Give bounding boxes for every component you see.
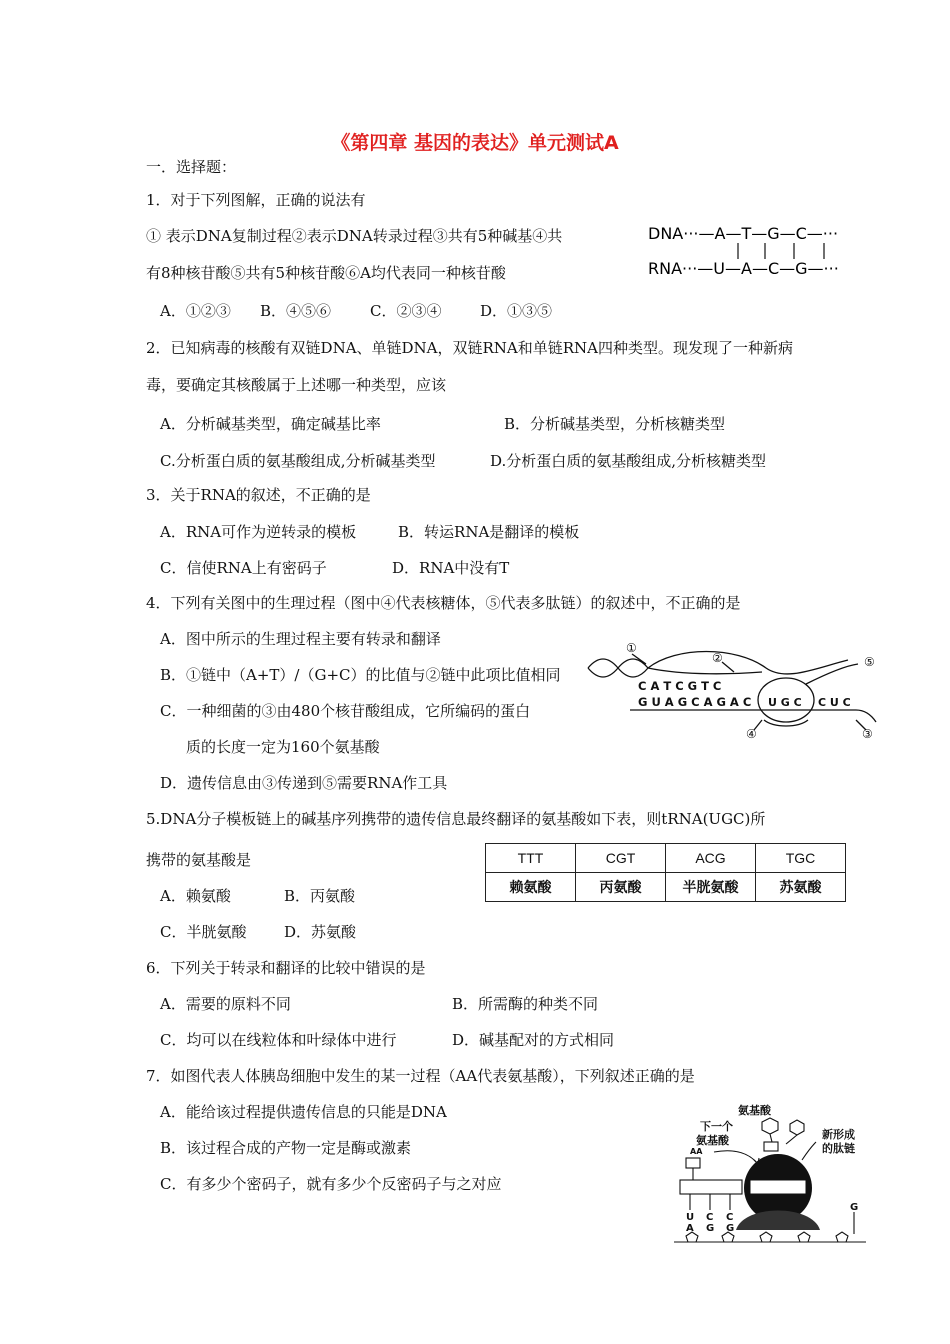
q4-option-c-line2: 质的长度一定为160个氨基酸	[186, 738, 380, 756]
q7-peptide-pointer	[802, 1142, 816, 1160]
q5-codon-cell: ACG	[666, 844, 756, 873]
q4-option-c-line1: C．一种细菌的③由480个核苷酸组成，它所编码的蛋白	[160, 702, 531, 720]
q7-label-peptide-2: 的肽链	[822, 1142, 855, 1155]
q4-label-5: ⑤	[864, 655, 875, 669]
q5-option-b: B．丙氨酸	[284, 887, 356, 905]
q1-dna-strand: DNA···—A—T—G—C—···	[648, 224, 839, 243]
q6-stem: 6．下列关于转录和翻译的比较中错误的是	[146, 959, 426, 977]
q7-label-next-2: 氨基酸	[696, 1134, 729, 1147]
q6-option-c: C．均可以在线粒体和叶绿体中进行	[160, 1031, 397, 1049]
q7-ribosome-window	[750, 1180, 806, 1194]
q4-transcription-translation-diagram	[586, 638, 886, 742]
q1-base-pair-bonds	[738, 243, 824, 259]
q3-stem: 3．关于RNA的叙述，不正确的是	[146, 486, 371, 504]
q5-option-c: C．半胱氨酸	[160, 923, 247, 941]
q7-amino-acid-shape	[790, 1120, 804, 1135]
q4-stem: 4．下列有关图中的生理过程（图中④代表核糖体，⑤代表多肽链）的叙述中，不正确的是	[146, 594, 741, 612]
q7-option-c: C．有多少个密码子，就有多少个反密码子与之对应	[160, 1175, 502, 1193]
q4-strand-1	[648, 652, 848, 674]
q4-polypeptide	[806, 664, 858, 684]
q7-base: C	[726, 1212, 734, 1223]
q4-mrna-strand	[630, 710, 876, 722]
q4-label-4: ④	[746, 727, 757, 741]
q2-option-b: B．分析碱基类型，分析核糖类型	[504, 415, 726, 433]
q1-text-line2: 有8种核苷酸⑤共有5种核苷酸⑥A均代表同一种核苷酸	[146, 264, 506, 282]
q4-codon-1: U G C	[768, 696, 802, 709]
q1-dna-rna-diagram	[648, 222, 878, 278]
q2-option-a: A．分析碱基类型，确定碱基比率	[160, 415, 381, 433]
q1-option-a: A．①②③	[160, 302, 231, 320]
q4-helix-strand-2	[588, 659, 648, 677]
q7-base: G	[850, 1202, 859, 1213]
q1-option-b: B．④⑤⑥	[260, 302, 332, 320]
q3-option-c: C．信使RNA上有密码子	[160, 559, 327, 577]
q6-option-d: D．碱基配对的方式相同	[452, 1031, 615, 1049]
q1-rna-strand: RNA···—U—A—C—G—···	[648, 259, 839, 278]
q4-strand-2	[648, 668, 762, 674]
q2-text-line1: 2．已知病毒的核酸有双链DNA、单链DNA，双链RNA和单链RNA四种类型。现发现了一种新病	[146, 339, 794, 357]
q7-base: C	[706, 1212, 714, 1223]
q4-mrna-sequence: G U A G C A G A C	[638, 695, 752, 709]
q4-label-1: ①	[626, 641, 637, 655]
q2-option-d: D.分析蛋白质的氨基酸组成,分析核糖类型	[490, 452, 767, 470]
q1-stem: 1．对于下列图解，正确的说法有	[146, 191, 366, 209]
q1-option-d: D．①③⑤	[480, 302, 553, 320]
q7-option-b: B．该过程合成的产物一定是酶或激素	[160, 1139, 412, 1157]
q5-text-line1: 5.DNA分子模板链上的碱基序列携带的遗传信息最终翻译的氨基酸如下表，则tRNA(UGC)所	[146, 810, 766, 828]
q5-codon-row	[486, 844, 846, 873]
q2-option-c: C.分析蛋白质的氨基酸组成,分析碱基类型	[160, 452, 436, 470]
q5-amino-acid-row	[486, 873, 846, 902]
q7-peptide-tag	[764, 1142, 778, 1151]
q7-option-a: A．能给该过程提供遗传信息的只能是DNA	[160, 1103, 447, 1121]
q6-option-a: A．需要的原料不同	[160, 995, 291, 1013]
q5-amino-acid-cell: 丙氨酸	[576, 873, 666, 902]
q4-option-b: B．①链中（A+T）/（G+C）的比值与②链中此项比值相同	[160, 666, 561, 684]
q1-option-c: C．②③④	[370, 302, 442, 320]
q5-codon-cell: TTT	[486, 844, 576, 873]
q7-amino-acid-shape	[762, 1118, 778, 1134]
q5-text-line2: 携带的氨基酸是	[146, 851, 252, 869]
q5-codon-cell: TGC	[756, 844, 846, 873]
q5-amino-acid-cell: 半胱氨酸	[666, 873, 756, 902]
q4-option-d: D．遗传信息由③传递到⑤需要RNA作工具	[160, 774, 448, 792]
q2-text-line2: 毒，要确定其核酸属于上述哪一种类型，应该	[146, 376, 447, 394]
q5-option-d: D．苏氨酸	[284, 923, 357, 941]
q5-amino-acid-cell: 赖氨酸	[486, 873, 576, 902]
q7-ribosome-small-subunit	[736, 1211, 820, 1231]
q3-option-a: A．RNA可作为逆转录的模板	[160, 523, 357, 541]
q7-base: A	[686, 1223, 694, 1234]
q7-trna-aa-tag	[686, 1158, 700, 1168]
q4-dna-sequence: C A T C G T C	[638, 679, 722, 693]
q5-codon-cell: CGT	[576, 844, 666, 873]
q6-option-b: B．所需酶的种类不同	[452, 995, 599, 1013]
q7-stem: 7．如图代表人体胰岛细胞中发生的某一过程（AA代表氨基酸），下列叙述正确的是	[146, 1067, 695, 1085]
q3-option-d: D．RNA中没有T	[392, 559, 510, 577]
q7-base: U	[686, 1212, 695, 1223]
q7-label-peptide-1: 新形成	[822, 1128, 855, 1141]
q5-amino-acid-cell: 苏氨酸	[756, 873, 846, 902]
q7-label-next-1: 下一个	[700, 1120, 733, 1133]
q3-option-b: B．转运RNA是翻译的模板	[398, 523, 580, 541]
q4-label-3: ③	[862, 727, 873, 741]
q7-aa-tag-text: AA	[690, 1147, 703, 1156]
q7-arrow	[714, 1151, 758, 1164]
q7-base: G	[726, 1223, 735, 1234]
q4-option-a: A．图中所示的生理过程主要有转录和翻译	[160, 630, 441, 648]
q4-codon-2: C U C	[818, 696, 851, 709]
section-heading: 一．选择题：	[146, 158, 237, 176]
q4-label-2: ②	[712, 651, 723, 665]
q1-text-line1: ① 表示DNA复制过程②表示DNA转录过程③共有5种碱基④共	[146, 227, 563, 245]
q7-base: G	[706, 1223, 715, 1234]
q4-ribosome-lower	[764, 720, 808, 726]
q7-translation-diagram	[666, 1102, 880, 1258]
q7-trna-body	[680, 1180, 742, 1194]
q7-label-amino-acid: 氨基酸	[738, 1104, 771, 1117]
q5-codon-table	[485, 843, 846, 902]
page-title: 《第四章 基因的表达》单元测试A	[331, 132, 619, 154]
q5-option-a: A．赖氨酸	[160, 887, 231, 905]
